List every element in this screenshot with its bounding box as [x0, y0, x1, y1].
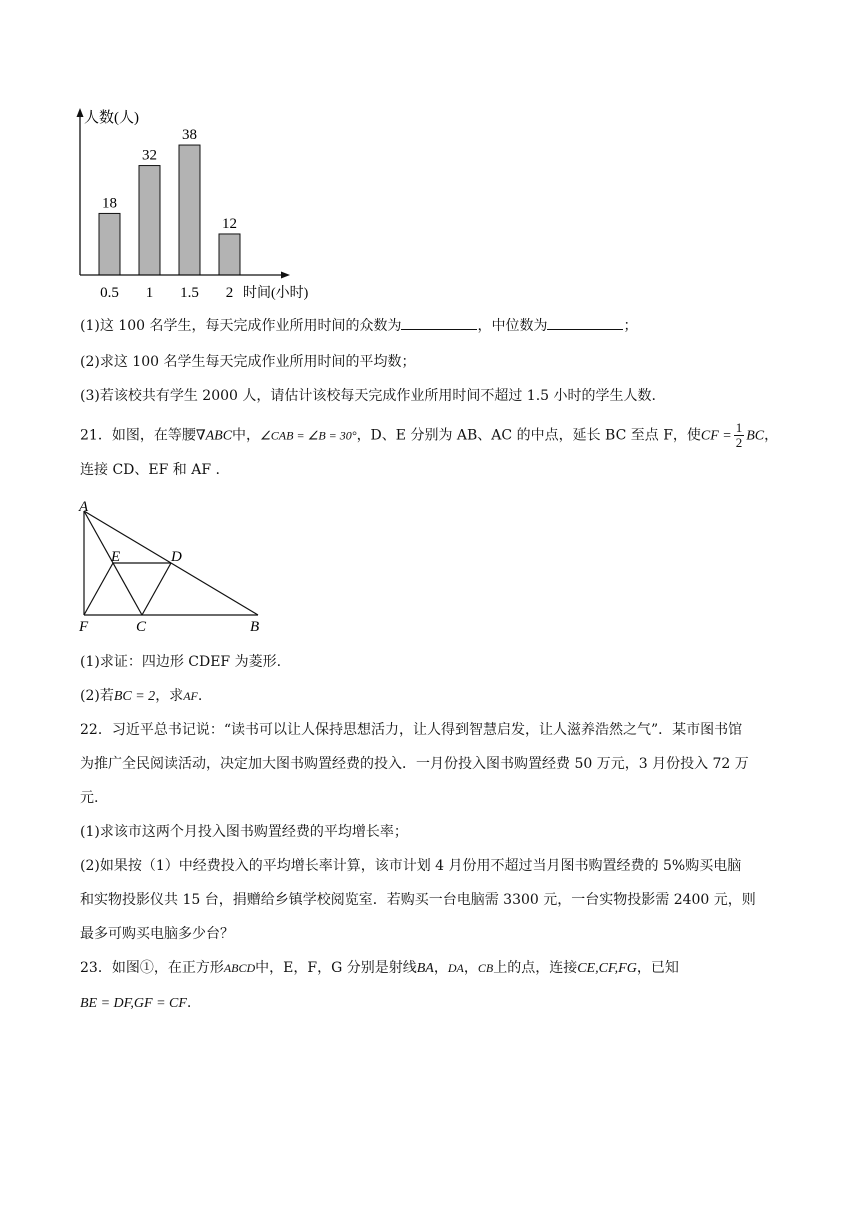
x-tick-0.5: 0.5 [100, 285, 119, 301]
fraction-denominator: 2 [735, 435, 743, 450]
q21-intro [80, 421, 778, 450]
label-E: E [111, 549, 121, 565]
q20-part1-text-b: ，中位数为 [477, 318, 548, 334]
q23-line2 [80, 993, 191, 1014]
bar-1.5 [179, 145, 200, 275]
q23-text-a: 23．如图①，在正方形 [80, 960, 224, 976]
q23-ray-da: DA [447, 961, 464, 975]
bar-chart [60, 100, 350, 305]
q22-part2-line1: (2)如果按（1）中经费投入的平均增长率计算，该市计划 4 月份用不超过当月图书购置经费的 5%购买电脑 [80, 858, 742, 874]
x-axis-label: 时间(小时) [243, 286, 309, 301]
q21-part2-text: (2)若 [80, 688, 114, 704]
q21-triangle-name: ABC [205, 428, 233, 444]
fraction-numerator: 1 [735, 420, 743, 435]
answer-blank-mode[interactable] [401, 315, 477, 330]
y-axis-arrow [77, 108, 84, 117]
label-A: A [79, 499, 89, 515]
label-F: F [79, 619, 89, 635]
x-tick-1.5: 1.5 [180, 285, 199, 301]
data-label-2: 12 [222, 215, 237, 232]
q23-period: . [186, 995, 192, 1011]
q23-line1 [80, 958, 679, 979]
q22-part1: (1)求该市这两个月投入图书购置经费的平均增长率； [80, 824, 408, 840]
q21-intro-text: 21．如图，在等腰∇ [80, 427, 206, 444]
y-axis-label: 人数(人) [84, 110, 139, 126]
q23-text-f: ，已知 [636, 960, 679, 976]
bar-1 [139, 166, 160, 275]
q21-part2-text-b: ，求 [155, 688, 184, 704]
q20-part3: (3)若该校共有学生 2000 人，请估计该校每天完成作业所用时间不超过 1.5 小时的学生人数. [80, 388, 656, 404]
q23-text-d: ， [463, 960, 478, 976]
q22-line3: 元. [80, 790, 99, 806]
label-C: C [136, 619, 147, 635]
q21-bc-expr: BC [746, 428, 765, 444]
data-label-1.5: 38 [182, 127, 197, 144]
label-D: D [171, 549, 182, 565]
q20-part1 [80, 315, 637, 336]
answer-blank-median[interactable] [547, 315, 623, 330]
q21-part2-text-c: . [197, 688, 203, 704]
q23-segments: CE,CF,FG [577, 961, 637, 976]
q22-line1: 22．习近平总书记说：“读书可以让人保持思想活力，让人得到智慧启发，让人滋养浩然之气”．某市图书馆 [80, 722, 743, 738]
bar-2 [219, 234, 240, 275]
q21-intro-text-d: ， [764, 427, 779, 444]
x-tick-2: 2 [225, 285, 234, 301]
q21-bc-value: BC = 2 [113, 689, 156, 704]
q21-line2: 连接 CD、EF 和 AF . [80, 462, 220, 478]
fraction-one-half [734, 421, 745, 450]
label-B: B [250, 619, 260, 635]
q22-part2-line3: 最多可购买电脑多少台？ [80, 926, 234, 942]
q23-text-e: 上的点，连接 [493, 960, 578, 976]
q21-intro-text-b: 中， [232, 427, 261, 444]
q20-part1-text-c: ； [623, 318, 638, 334]
data-label-1: 32 [142, 147, 157, 164]
q21-part1: (1)求证：四边形 CDEF 为菱形. [80, 654, 282, 670]
q21-af: AF [183, 689, 198, 703]
q21-angle-condition: ∠CAB = ∠B = 30° [260, 428, 357, 443]
q23-text-b: 中，E，F，G 分别是射线 [255, 960, 417, 976]
q23-ray-cb: CB [477, 961, 494, 975]
q23-condition: BE = DF,GF = CF [80, 996, 187, 1011]
x-axis-arrow [281, 272, 290, 279]
q20-part1-text: (1)这 100 名学生，每天完成作业所用时间的众数为 [80, 318, 402, 334]
q21-cf-expr: CF = [700, 428, 732, 444]
q20-part2: (2)求这 100 名学生每天完成作业所用时间的平均数； [80, 354, 416, 370]
q22-line2: 为推广全民阅读活动，决定加大图书购置经费的投入．一月份投入图书购置经费 50 万元，3 月份投入 72 万 [80, 756, 749, 772]
q21-part2 [80, 686, 202, 707]
x-tick-1: 1 [145, 285, 154, 301]
q21-intro-text-c: ，D、E 分别为 AB、AC 的中点，延长 BC 至点 F，使 [356, 427, 701, 444]
q21-geometry-figure [70, 497, 280, 637]
q23-square-name: ABCD [223, 961, 256, 975]
q23-ray-ba: BA [416, 961, 434, 976]
data-label-0.5: 18 [102, 195, 117, 212]
bar-0.5 [99, 213, 120, 275]
q23-text-c: ， [433, 960, 448, 976]
q22-part2-line2: 和实物投影仪共 15 台，捐赠给乡镇学校阅览室．若购买一台电脑需 3300 元，一台实物投影需 2400 元，则 [80, 892, 756, 908]
